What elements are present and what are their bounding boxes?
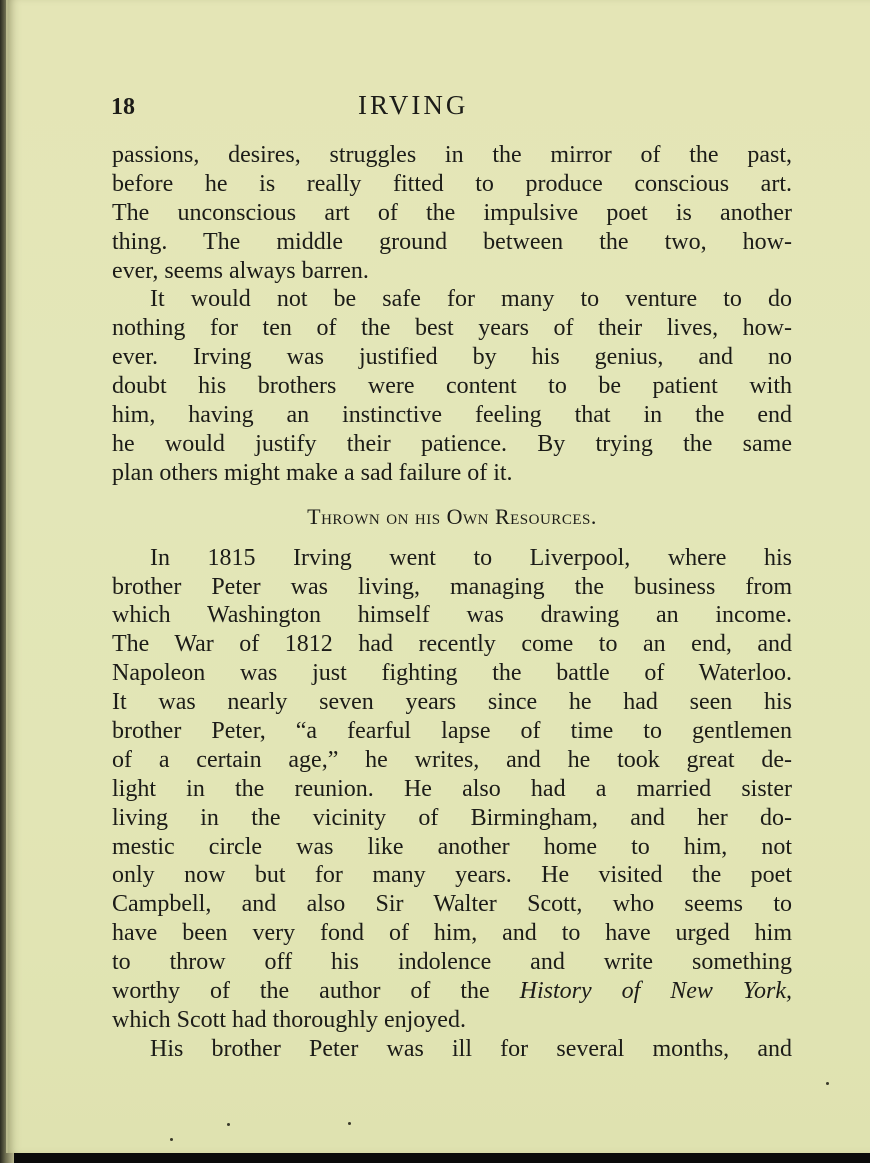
text-line (112, 977, 792, 1006)
section-heading: Thrown on his Own Resources. (307, 503, 597, 529)
page-number: 18 (111, 94, 135, 120)
text-line: to throw off his indolence and write something (112, 949, 792, 976)
text-line: nothing for ten of the best years of their lives, how- (112, 315, 792, 342)
paper-speck (348, 1122, 351, 1125)
text-line: It would not be safe for many to venture to do (150, 286, 792, 313)
text-fragment: worthy of the author of the (112, 978, 520, 1005)
text-line: he would justify their patience. By trying the same (112, 430, 792, 457)
text-line: passions, desires, struggles in the mirror of the past, (112, 142, 792, 168)
paper-speck (170, 1138, 173, 1141)
paragraph (112, 285, 792, 487)
text-line: Napoleon was just fighting the battle of Waterloo. (112, 660, 792, 687)
text-line: brother Peter, “a fearful lapse of time to gentlemen (112, 718, 792, 745)
text-line: brother Peter was living, managing the business from (112, 573, 792, 600)
text-line: ever. Irving was justified by his genius, and no (112, 344, 792, 371)
running-title: IRVING (358, 90, 469, 120)
text-line: of a certain age,” he writes, and he took great de- (112, 746, 792, 773)
text-line: have been very fond of him, and to have urged him (112, 920, 792, 947)
text-line: light in the reunion. He also had a married sister (112, 775, 792, 802)
text-line: The unconscious art of the impulsive poet is another (112, 199, 792, 226)
book-title-italic: History of New York, (519, 978, 792, 1005)
paragraph (112, 1035, 792, 1064)
text-line: The War of 1812 had recently come to an end, and (112, 631, 792, 658)
paper-speck (826, 1082, 829, 1085)
text-line: living in the vicinity of Birmingham, and her do- (112, 804, 792, 831)
book-page (6, 0, 870, 1153)
text-line: plan others might make a sad failure of it. (112, 459, 513, 486)
body-text (112, 141, 792, 1064)
paragraph (112, 544, 792, 1035)
text-line: thing. The middle ground between the two, how- (112, 228, 792, 255)
text-line: only now but for many years. He visited the poet (112, 862, 792, 889)
text-line: which Scott had thoroughly enjoyed. (112, 1006, 466, 1033)
text-line: In 1815 Irving went to Liverpool, where his (150, 544, 792, 571)
text-line: him, having an instinctive feeling that in the end (112, 402, 792, 429)
text-line: doubt his brothers were content to be patient with (112, 373, 792, 400)
paper-speck (227, 1123, 230, 1126)
text-line: before he is really fitted to produce conscious art. (112, 170, 792, 197)
text-line: which Washington himself was drawing an income. (112, 602, 792, 629)
text-line: It was nearly seven years since he had seen his (112, 689, 792, 716)
text-line: Campbell, and also Sir Walter Scott, who seems to (112, 891, 792, 918)
text-line: ever, seems always barren. (112, 257, 369, 284)
paragraph (112, 141, 792, 285)
text-line: mestic circle was like another home to him, not (112, 833, 792, 860)
text-line: His brother Peter was ill for several months, and (150, 1035, 792, 1062)
